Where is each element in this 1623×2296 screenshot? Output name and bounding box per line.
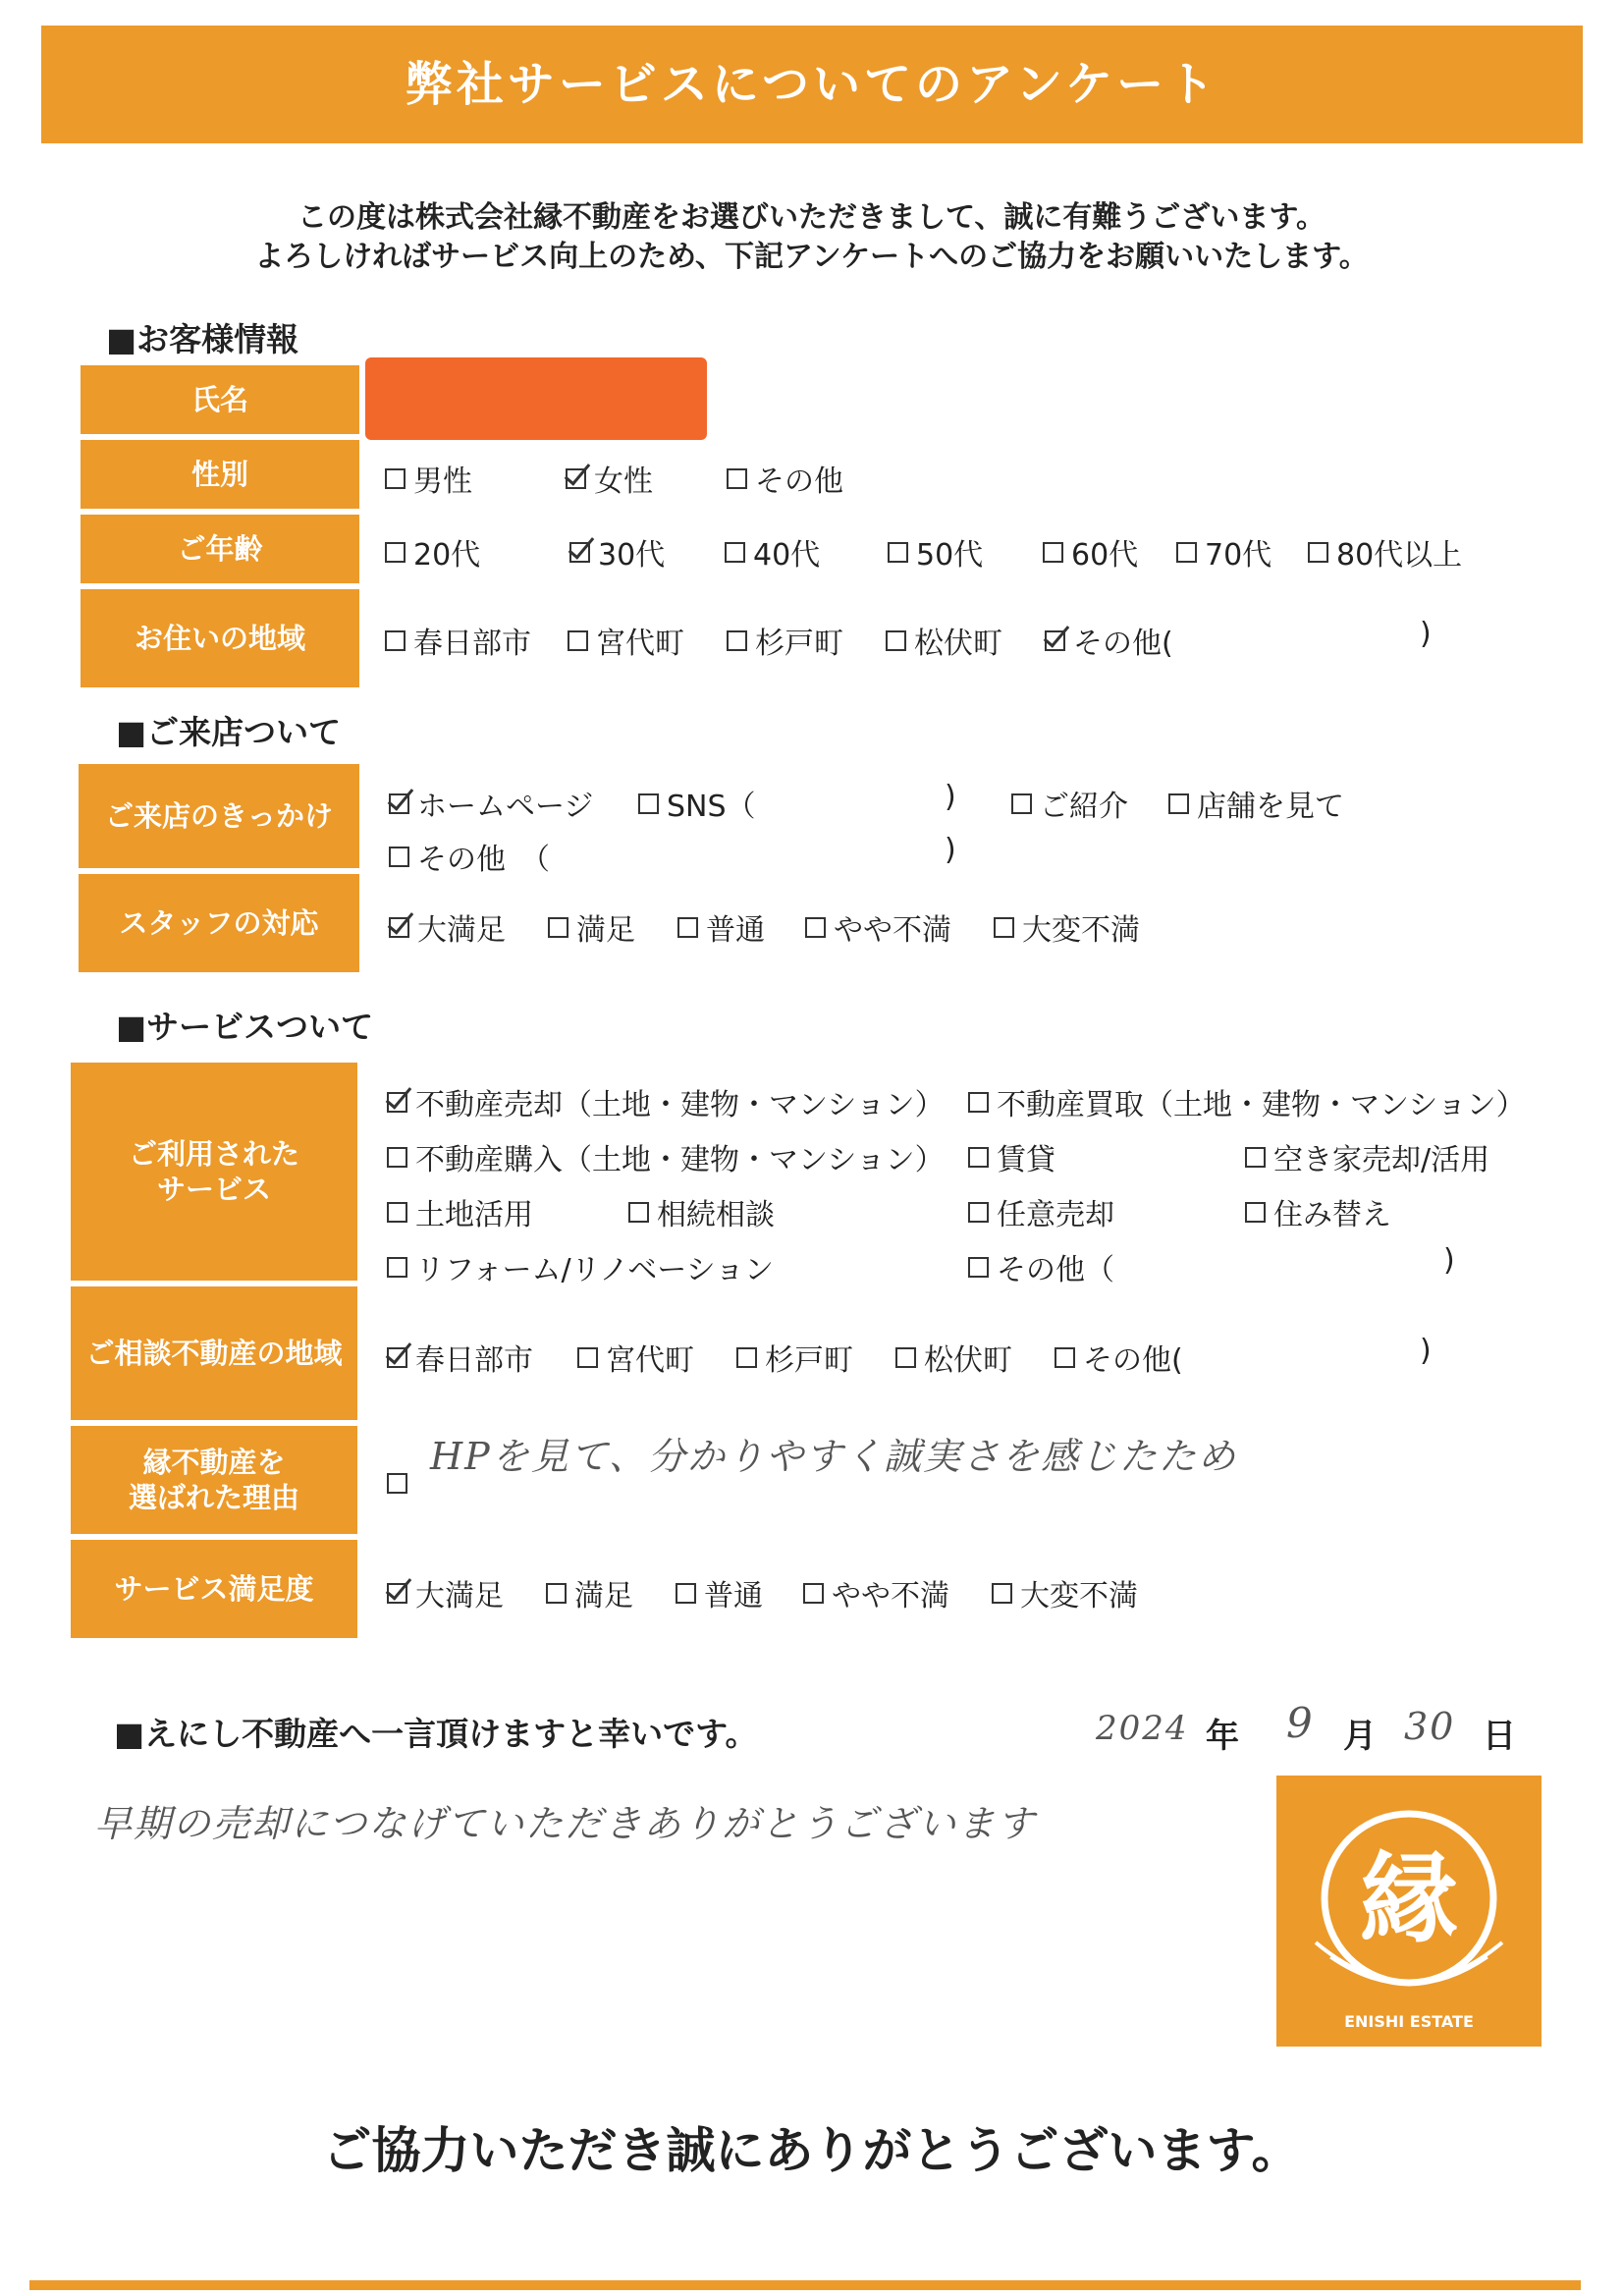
checkbox-checked[interactable] <box>569 542 590 563</box>
area-sugito[interactable]: 杉戸町 <box>727 619 843 662</box>
checkbox-checked[interactable] <box>387 1583 407 1604</box>
checkbox[interactable] <box>994 917 1014 938</box>
service-reform[interactable]: リフォーム/リノベーション <box>387 1245 774 1288</box>
logo-text: ENISHI ESTATE <box>1344 2012 1474 2031</box>
checkbox[interactable] <box>1168 793 1189 814</box>
label-name: 氏名 <box>81 365 359 434</box>
checkbox[interactable] <box>568 630 588 651</box>
service-vacant-house[interactable]: 空き家売却/活用 <box>1245 1135 1489 1178</box>
logo-mark-icon <box>1276 1776 1542 2047</box>
checkbox[interactable] <box>385 630 406 651</box>
checkbox[interactable] <box>385 468 406 489</box>
checkbox[interactable] <box>968 1257 989 1278</box>
name-redaction <box>365 357 707 440</box>
checkbox-checked[interactable] <box>389 793 409 814</box>
satisfaction-very-satisfied[interactable]: 大満足 <box>387 1571 504 1614</box>
section-comment: ■えにし不動産へ一言頂けますと幸いです。 <box>114 1715 758 1753</box>
checkbox[interactable] <box>1308 542 1328 563</box>
service-sale[interactable]: 不動産売却（土地・建物・マンション） <box>387 1080 945 1123</box>
trigger-referral[interactable]: ご紹介 <box>1011 782 1128 825</box>
trigger-other[interactable]: その他 （ <box>389 835 550 878</box>
section-service: ■サービスついて <box>116 1008 374 1046</box>
trigger-sns-close: ) <box>945 780 956 814</box>
reason-handwriting: HPを見て、分かりやすく誠実さを感じたため <box>430 1435 1237 1478</box>
service-relocation[interactable]: 住み替え <box>1245 1190 1391 1233</box>
checkbox[interactable] <box>1245 1147 1266 1168</box>
section-customer: ■お客様情報 <box>106 320 299 358</box>
date-month-unit: 月 <box>1343 1717 1377 1756</box>
service-inheritance[interactable]: 相続相談 <box>628 1190 775 1233</box>
checkbox-checked[interactable] <box>389 917 409 938</box>
consult-miyashiro[interactable]: 宮代町 <box>577 1336 694 1379</box>
area-matsubushi[interactable]: 松伏町 <box>886 619 1002 662</box>
label-satisfaction: サービス満足度 <box>71 1540 357 1638</box>
checkbox-checked[interactable] <box>566 468 586 489</box>
bottom-bar <box>29 2280 1581 2290</box>
checkbox[interactable] <box>387 1257 407 1278</box>
checkbox-checked[interactable] <box>387 1092 407 1113</box>
satisfaction-satisfied[interactable]: 満足 <box>546 1571 633 1614</box>
label-trigger: ご来店のきっかけ <box>79 764 359 868</box>
checkbox-checked[interactable] <box>387 1347 407 1368</box>
service-rental[interactable]: 賃貸 <box>968 1135 1055 1178</box>
service-purchase-by-company[interactable]: 不動産買取（土地・建物・マンション） <box>968 1080 1526 1123</box>
checkbox[interactable] <box>385 542 406 563</box>
enishi-logo <box>1276 1776 1542 2047</box>
checkbox[interactable] <box>387 1147 407 1168</box>
staff-normal[interactable]: 普通 <box>677 905 765 949</box>
age-50[interactable]: 50代 <box>888 530 983 574</box>
age-80[interactable]: 80代以上 <box>1308 530 1462 574</box>
area-miyashiro[interactable]: 宮代町 <box>568 619 684 662</box>
checkbox[interactable] <box>628 1202 649 1223</box>
gender-male[interactable]: 男性 <box>385 457 472 500</box>
intro-line-2: よろしければサービス向上のため、下記アンケートへのご協力をお願いいたします。 <box>254 240 1369 274</box>
age-30[interactable]: 30代 <box>569 530 665 574</box>
checkbox[interactable] <box>968 1202 989 1223</box>
checkbox[interactable] <box>803 1583 824 1604</box>
staff-very-satisfied[interactable]: 大満足 <box>389 905 506 949</box>
gender-other[interactable]: その他 <box>727 457 843 500</box>
consult-matsubushi[interactable]: 松伏町 <box>895 1336 1012 1379</box>
checkbox[interactable] <box>1043 542 1063 563</box>
age-20[interactable]: 20代 <box>385 530 480 574</box>
staff-satisfied[interactable]: 満足 <box>548 905 635 949</box>
satisfaction-very-unsatisfied[interactable]: 大変不満 <box>992 1571 1138 1614</box>
checkbox[interactable] <box>387 1202 407 1223</box>
checkbox[interactable] <box>895 1347 916 1368</box>
consult-other-close: ) <box>1420 1334 1432 1368</box>
checkbox[interactable] <box>577 1347 598 1368</box>
checkbox[interactable] <box>888 542 908 563</box>
checkbox[interactable] <box>638 793 659 814</box>
area-kasukabe[interactable]: 春日部市 <box>385 619 531 662</box>
area-other[interactable]: その他( <box>1045 619 1173 662</box>
label-used-service: ご利用された サービス <box>71 1063 357 1281</box>
trigger-sns[interactable]: SNS（ <box>638 782 756 825</box>
satisfaction-slightly-unsatisfied[interactable]: やや不満 <box>803 1571 949 1614</box>
page-title: 弊社サービスについてのアンケート <box>405 57 1219 112</box>
age-40[interactable]: 40代 <box>725 530 820 574</box>
label-staff: スタッフの対応 <box>79 874 359 972</box>
area-other-close: ) <box>1420 617 1432 651</box>
service-voluntary-sale[interactable]: 任意売却 <box>968 1190 1114 1233</box>
checkbox[interactable] <box>1055 1347 1075 1368</box>
checkbox[interactable] <box>725 542 745 563</box>
checkbox[interactable] <box>968 1147 989 1168</box>
checkbox[interactable] <box>676 1583 696 1604</box>
date-year: 2024 <box>1096 1709 1189 1748</box>
checkbox[interactable] <box>727 630 747 651</box>
trigger-other-close: ) <box>945 833 956 867</box>
consult-other[interactable]: その他( <box>1055 1336 1183 1379</box>
service-other[interactable]: その他（ <box>968 1245 1114 1288</box>
age-70[interactable]: 70代 <box>1176 530 1271 574</box>
comment-handwriting: 早期の売却につなげていただきありがとうございます <box>94 1802 1037 1845</box>
service-other-close: ) <box>1443 1243 1455 1278</box>
reason-field[interactable] <box>387 1473 407 1494</box>
satisfaction-normal[interactable]: 普通 <box>676 1571 763 1614</box>
checkbox-checked[interactable] <box>1045 630 1065 651</box>
date-day-unit: 日 <box>1483 1717 1516 1756</box>
label-gender: 性別 <box>81 440 359 509</box>
date-month: 9 <box>1286 1699 1315 1747</box>
checkbox[interactable] <box>968 1092 989 1113</box>
checkbox[interactable] <box>736 1347 757 1368</box>
checkbox[interactable] <box>1011 793 1032 814</box>
checkbox[interactable] <box>677 917 698 938</box>
gender-female[interactable]: 女性 <box>566 457 653 500</box>
label-area: お住いの地域 <box>81 589 359 687</box>
checkbox[interactable] <box>727 468 747 489</box>
consult-kasukabe[interactable]: 春日部市 <box>387 1336 533 1379</box>
section-visit: ■ご来店ついて <box>116 713 342 751</box>
age-60[interactable]: 60代 <box>1043 530 1138 574</box>
label-reason: 縁不動産を 選ばれた理由 <box>71 1426 357 1534</box>
label-consult-area: ご相談不動産の地域 <box>71 1286 357 1420</box>
checkbox[interactable] <box>1176 542 1197 563</box>
thanks-message: ご協力いただき誠にありがとうございます。 <box>322 2122 1301 2179</box>
service-land-use[interactable]: 土地活用 <box>387 1190 533 1233</box>
checkbox[interactable] <box>546 1583 567 1604</box>
checkbox[interactable] <box>886 630 906 651</box>
staff-very-unsatisfied[interactable]: 大変不満 <box>994 905 1140 949</box>
checkbox[interactable] <box>389 847 409 867</box>
service-buy[interactable]: 不動産購入（土地・建物・マンション） <box>387 1135 945 1178</box>
consult-sugito[interactable]: 杉戸町 <box>736 1336 853 1379</box>
checkbox[interactable] <box>992 1583 1012 1604</box>
trigger-homepage[interactable]: ホームページ <box>389 782 593 825</box>
checkbox[interactable] <box>387 1473 407 1494</box>
intro-line-1: この度は株式会社縁不動産をお選びいただきまして、誠に有難うございます。 <box>298 200 1325 235</box>
logo-char: 縁 <box>1360 1840 1458 1956</box>
trigger-store[interactable]: 店舗を見て <box>1168 782 1344 825</box>
staff-slightly-unsatisfied[interactable]: やや不満 <box>805 905 951 949</box>
label-age: ご年齢 <box>81 515 359 583</box>
date-year-unit: 年 <box>1206 1717 1239 1756</box>
checkbox[interactable] <box>1245 1202 1266 1223</box>
checkbox[interactable] <box>805 917 826 938</box>
checkbox[interactable] <box>548 917 568 938</box>
date-day: 30 <box>1404 1705 1456 1748</box>
